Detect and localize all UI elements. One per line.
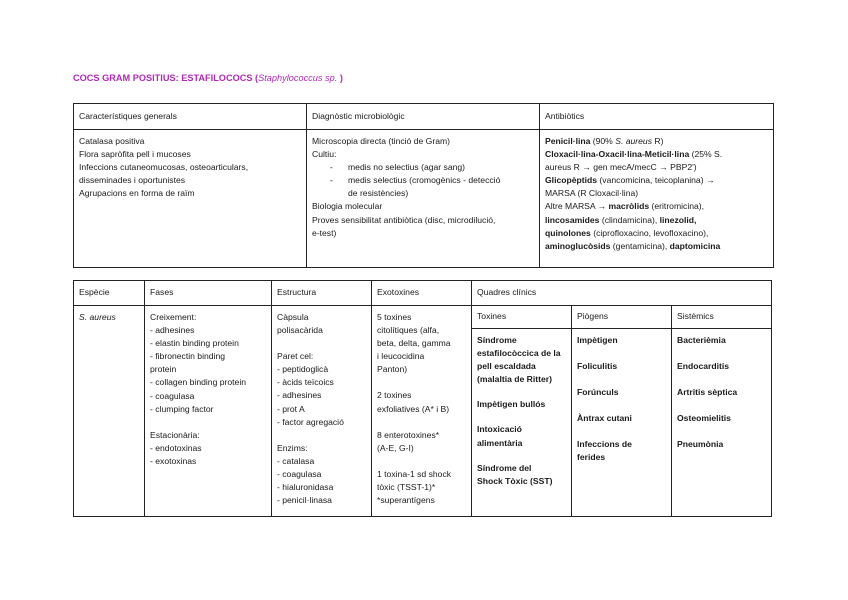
sistemics-cell: Bacterièmia Endocarditis Artritis sèptica Osteomielitis Pneumònia bbox=[672, 329, 772, 517]
subheader-sistemics: Sistèmics bbox=[672, 306, 772, 329]
header-estructura: Estructura bbox=[272, 281, 372, 306]
species-table bbox=[73, 280, 772, 517]
diagnostic-cell: Microscopia directa (tinció de Gram) Cultiu: - medis no selectius (agar sang) - medis selectius (cromogènics - detecció de resistències) Biologia molecular Proves sensibilitat antibiòtica (disc, microdilució, e-test) bbox=[307, 130, 540, 268]
exotoxines-cell: 5 toxines citolítiques (alfa, beta, delta, gamma i leucocidina Panton) 2 toxines exfoliatives (A* i B) 8 enterotoxines* (A-E, G-I) 1 toxina-1 sd shock tòxic (TSST-1)* *superantígens bbox=[372, 306, 472, 517]
page-title: COCS GRAM POSITIUS: ESTAFILOCOCS (Staphylococcus sp. ) bbox=[73, 73, 343, 83]
header-quadres-clinics: Quadres clínics bbox=[472, 281, 772, 306]
subheader-toxines: Toxines bbox=[472, 306, 572, 329]
antibiotics-cell: Penicil·lina (90% S. aureus R) Cloxacil·lina-Oxacil·lina-Meticil·lina (25% S. aureus R → gen mecA/mecC → PBP2') Glicopèptids (vancomicina, teicoplanina) → MARSA (R Cloxacil·lina) Altre MARSA → macròlids (eritromicina), lincosamides (clindamicina), linezolid, quinolones (ciprofloxacino, levofloxacino), aminoglucòsids (gentamicina), daptomicina bbox=[540, 130, 774, 268]
header-fases: Fases bbox=[145, 281, 272, 306]
header-especie: Espècie bbox=[74, 281, 145, 306]
piogens-cell: Impètigen Foliculitis Forúnculs Àntrax cutani Infeccions de ferides bbox=[572, 329, 672, 517]
header-diagnostic: Diagnòstic microbiològic bbox=[307, 104, 540, 130]
estructura-cell: Càpsula polisacàrida Paret cel: - peptidoglicà - àcids teïcoics - adhesines - prot A - factor agregació Enzims: - catalasa - coagulasa - hialuronidasa - penicil·linasa bbox=[272, 306, 372, 517]
caracteristiques-cell: Catalasa positiva Flora sapròfita pell i mucoses Infeccions cutaneomucosas, osteoarticulars, disseminades i oportunistes Agrupacions en forma de raïm bbox=[74, 130, 307, 268]
header-antibiotics: Antibiòtics bbox=[540, 104, 774, 130]
toxines-cell: Síndrome estafilocòccica de la pell escaldada (malaltia de Ritter) Impètigen bullós Intoxicació alimentària Síndrome del Shock Tòxic (SST) bbox=[472, 329, 572, 517]
general-info-table bbox=[73, 103, 774, 268]
fases-cell: Creixement: - adhesines - elastin binding protein - fibronectin binding protein - collagen binding protein - coagulasa - clumping factor Estacionària: - endotoxinas - exotoxinas bbox=[145, 306, 272, 517]
header-exotoxines: Exotoxines bbox=[372, 281, 472, 306]
subheader-piogens: Piògens bbox=[572, 306, 672, 329]
especie-cell: S. aureus bbox=[74, 306, 145, 517]
header-caracteristiques: Característiques generals bbox=[74, 104, 307, 130]
